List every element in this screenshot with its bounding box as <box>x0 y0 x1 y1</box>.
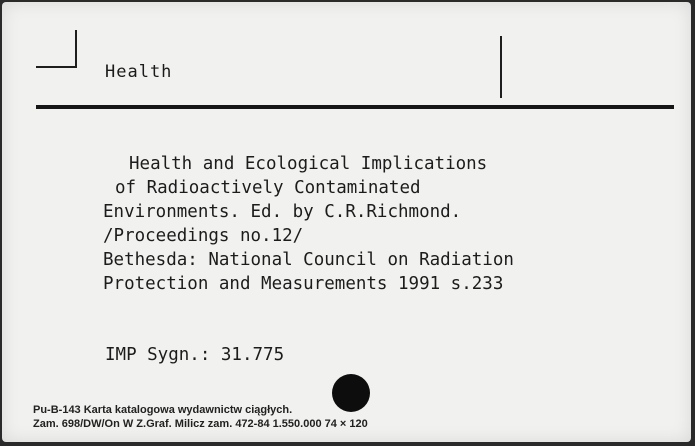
heading-rule <box>36 105 674 109</box>
catalog-card <box>2 2 691 442</box>
call-number: IMP Sygn.: 31.775 <box>105 345 285 365</box>
entry-line: /Proceedings no.12/ <box>103 226 304 246</box>
subject-heading: Health <box>105 62 173 82</box>
entry-line: Environments. Ed. by C.R.Richmond. <box>103 202 462 222</box>
punch-hole <box>332 374 370 412</box>
card-footer <box>33 403 368 431</box>
entry-line: Protection and Measurements 1991 s.233 <box>103 274 504 294</box>
entry-line: of Radioactively Contaminated <box>115 178 421 198</box>
footer-line-1: Pu-B-143 Karta katalogowa wydawnictw ciągłych. <box>33 404 293 416</box>
corner-mark-vertical <box>75 30 77 68</box>
vertical-divider <box>500 36 502 98</box>
bibliographic-entry <box>103 152 514 296</box>
footer-line-2: Zam. 698/DW/On W Z.Graf. Milicz zam. 472-84 1.550.000 74 × 120 <box>33 418 368 430</box>
entry-line: Health and Ecological Implications <box>129 154 488 174</box>
entry-line: Bethesda: National Council on Radiation <box>103 250 514 270</box>
corner-mark-horizontal <box>36 66 77 68</box>
